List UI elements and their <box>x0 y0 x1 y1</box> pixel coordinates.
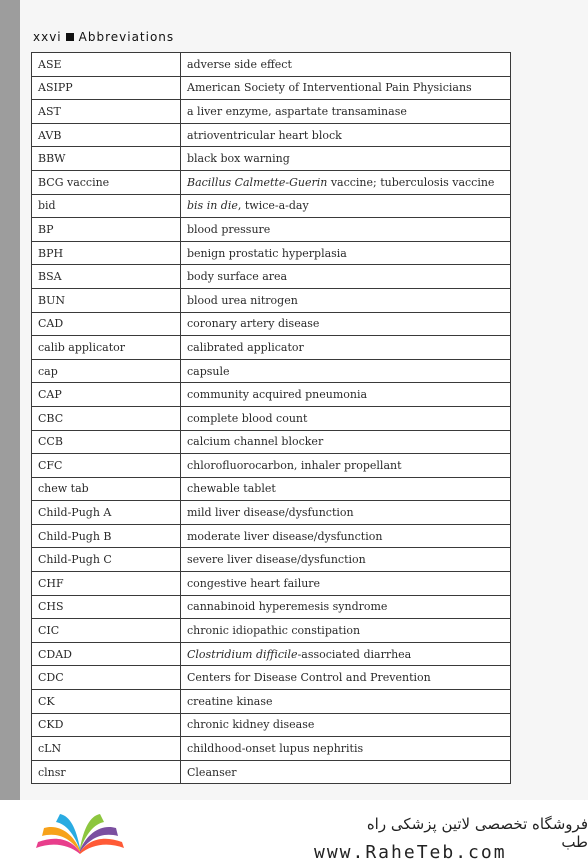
definition-text: cannabinoid hyperemesis syndrome <box>187 600 388 614</box>
definition-text: benign prostatic hyperplasia <box>187 246 347 260</box>
open-book-logo-icon <box>30 808 130 858</box>
table-row <box>32 642 511 666</box>
definition-text: complete blood count <box>187 411 308 425</box>
definition-cell <box>181 147 511 171</box>
table-row <box>32 53 511 77</box>
definition-cell <box>181 760 511 784</box>
table-row <box>32 406 511 430</box>
definition-cell <box>181 76 511 100</box>
abbreviation-cell: clnsr <box>32 760 181 784</box>
table-row <box>32 760 511 784</box>
table-row <box>32 76 511 100</box>
definition-text: blood urea nitrogen <box>187 293 298 307</box>
abbreviation-cell: ASE <box>32 53 181 77</box>
table-row <box>32 595 511 619</box>
definition-text: chlorofluorocarbon, inhaler propellant <box>187 458 402 472</box>
definition-cell <box>181 572 511 596</box>
abbreviation-cell: CHF <box>32 572 181 596</box>
abbreviation-cell: CHS <box>32 595 181 619</box>
definition-text: , twice-a-day <box>237 199 309 213</box>
definition-text: blood pressure <box>187 222 271 236</box>
definition-cell <box>181 336 511 360</box>
definition-text: atrioventricular heart block <box>187 128 342 142</box>
definition-cell <box>181 241 511 265</box>
abbreviation-cell: BP <box>32 218 181 242</box>
table-row <box>32 336 511 360</box>
abbreviation-cell: CKD <box>32 713 181 737</box>
abbreviation-cell: BSA <box>32 265 181 289</box>
table-row <box>32 147 511 171</box>
definition-cell <box>181 737 511 761</box>
definition-cell <box>181 406 511 430</box>
table-row <box>32 666 511 690</box>
definition-cell <box>181 524 511 548</box>
definition-text: American Society of Interventional Pain Physicians <box>187 81 472 95</box>
definition-cell <box>181 477 511 501</box>
abbreviation-cell: BCG vaccine <box>32 170 181 194</box>
abbreviations-table <box>31 52 511 784</box>
abbreviations-table-body <box>32 53 511 784</box>
abbreviation-cell: CFC <box>32 454 181 478</box>
table-row <box>32 524 511 548</box>
abbreviation-cell: BUN <box>32 288 181 312</box>
definition-text: chronic kidney disease <box>187 718 315 732</box>
definition-text: -associated diarrhea <box>297 647 412 661</box>
table-row <box>32 737 511 761</box>
table-row <box>32 241 511 265</box>
definition-cell <box>181 595 511 619</box>
definition-cell <box>181 53 511 77</box>
definition-text: vaccine; tuberculosis vaccine <box>327 175 495 189</box>
square-bullet-icon <box>66 33 74 41</box>
table-row <box>32 100 511 124</box>
definition-text: calcium channel blocker <box>187 435 324 449</box>
table-row <box>32 572 511 596</box>
definition-text: creatine kinase <box>187 694 273 708</box>
definition-cell <box>181 690 511 714</box>
definition-cell <box>181 666 511 690</box>
page-number: xxvi <box>33 30 62 44</box>
definition-text: body surface area <box>187 270 288 284</box>
table-row <box>32 619 511 643</box>
definition-text: severe liver disease/dysfunction <box>187 553 366 567</box>
definition-cell <box>181 548 511 572</box>
definition-cell <box>181 265 511 289</box>
abbreviation-cell: CDAD <box>32 642 181 666</box>
table-row <box>32 690 511 714</box>
definition-cell <box>181 501 511 525</box>
table-row <box>32 123 511 147</box>
definition-cell <box>181 218 511 242</box>
definition-cell <box>181 170 511 194</box>
abbreviation-cell: BPH <box>32 241 181 265</box>
abbreviation-cell: cLN <box>32 737 181 761</box>
abbreviation-cell: CCB <box>32 430 181 454</box>
abbreviation-cell: Child-Pugh A <box>32 501 181 525</box>
definition-cell <box>181 123 511 147</box>
abbreviation-cell: AVB <box>32 123 181 147</box>
definition-cell <box>181 642 511 666</box>
abbreviation-cell: Child-Pugh C <box>32 548 181 572</box>
abbreviation-cell: Child-Pugh B <box>32 524 181 548</box>
definition-cell <box>181 288 511 312</box>
definition-text: Centers for Disease Control and Prevention <box>187 671 431 685</box>
definition-cell <box>181 713 511 737</box>
table-row <box>32 430 511 454</box>
definition-cell <box>181 100 511 124</box>
definition-cell <box>181 312 511 336</box>
abbreviation-cell: BBW <box>32 147 181 171</box>
definition-cell <box>181 619 511 643</box>
definition-text: a liver enzyme, aspartate transaminase <box>187 104 407 118</box>
store-url[interactable]: www.RaheTeb.com <box>314 842 507 863</box>
table-row <box>32 713 511 737</box>
definition-text: Cleanser <box>187 765 237 779</box>
definition-text: chewable tablet <box>187 482 276 496</box>
abbreviation-cell: CBC <box>32 406 181 430</box>
table-row <box>32 548 511 572</box>
table-row <box>32 194 511 218</box>
abbreviation-cell: CDC <box>32 666 181 690</box>
section-title: Abbreviations <box>78 30 175 44</box>
table-row <box>32 218 511 242</box>
definition-text: black box warning <box>187 152 290 166</box>
table-row <box>32 288 511 312</box>
definition-text: congestive heart failure <box>187 576 321 590</box>
table-row <box>32 359 511 383</box>
table-row <box>32 383 511 407</box>
abbreviation-cell: calib applicator <box>32 336 181 360</box>
definition-text: childhood-onset lupus nephritis <box>187 742 364 756</box>
abbreviation-cell: AST <box>32 100 181 124</box>
definition-text: calibrated applicator <box>187 340 304 354</box>
abbreviation-cell: chew tab <box>32 477 181 501</box>
abbreviation-cell: CIC <box>32 619 181 643</box>
definition-italic-term: bis in die <box>187 199 238 213</box>
abbreviation-cell: bid <box>32 194 181 218</box>
definition-italic-term: Bacillus Calmette-Guerin <box>187 175 328 189</box>
definition-text: mild liver disease/dysfunction <box>187 506 354 520</box>
table-row <box>32 477 511 501</box>
definition-cell <box>181 430 511 454</box>
definition-cell <box>181 383 511 407</box>
definition-text: coronary artery disease <box>187 317 320 331</box>
table-row <box>32 501 511 525</box>
definition-cell <box>181 359 511 383</box>
table-row <box>32 312 511 336</box>
running-head <box>33 30 174 44</box>
definition-cell <box>181 194 511 218</box>
table-row <box>32 265 511 289</box>
abbreviation-cell: CAD <box>32 312 181 336</box>
table-row <box>32 170 511 194</box>
abbreviation-cell: CAP <box>32 383 181 407</box>
definition-text: moderate liver disease/dysfunction <box>187 529 383 543</box>
abbreviation-cell: cap <box>32 359 181 383</box>
definition-cell <box>181 454 511 478</box>
table-row <box>32 454 511 478</box>
abbreviation-cell: ASIPP <box>32 76 181 100</box>
definition-text: adverse side effect <box>187 57 292 71</box>
store-name: فروشگاه تخصصی لاتین پزشکی راه طب <box>366 815 588 851</box>
definition-text: community acquired pneumonia <box>187 388 368 402</box>
definition-text: chronic idiopathic constipation <box>187 624 361 638</box>
definition-text: capsule <box>187 364 230 378</box>
abbreviation-cell: CK <box>32 690 181 714</box>
page-gutter <box>0 0 20 800</box>
definition-italic-term: Clostridium difficile <box>187 647 298 661</box>
